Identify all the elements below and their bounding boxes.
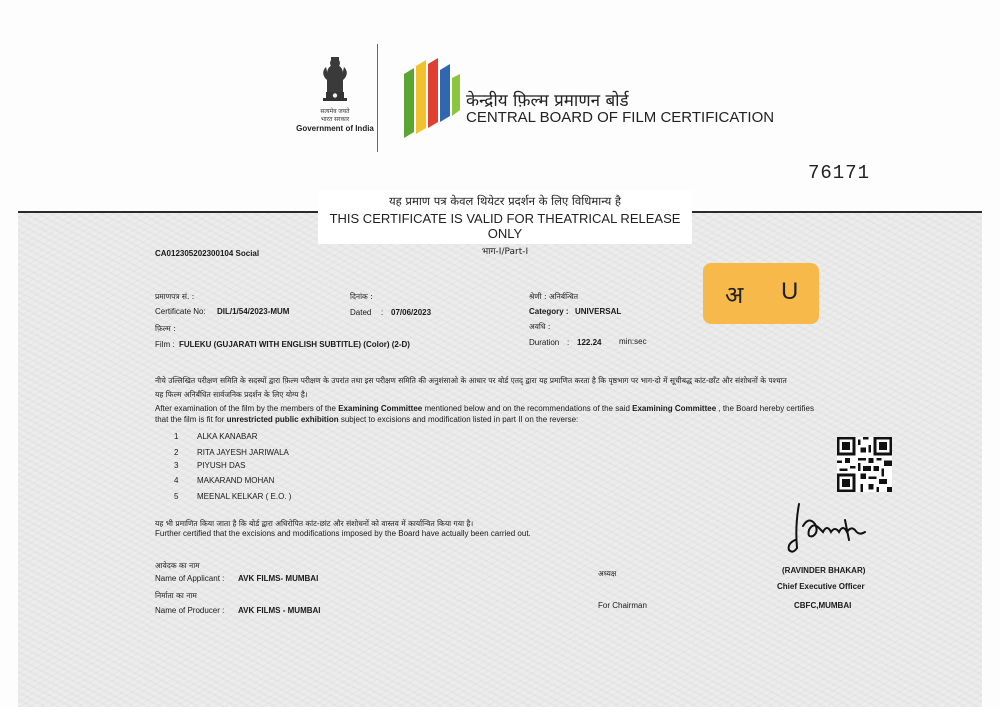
validity-box [318, 190, 692, 257]
committee-name: ALKA KANABAR [197, 432, 258, 441]
duration-separator: : [567, 338, 570, 347]
para-en-1b: Examining Committee [338, 404, 423, 413]
emblem-motto: सत्यमेव जयते [320, 109, 350, 115]
para-en-2 [155, 415, 578, 425]
committee-name: MAKARAND MOHAN [197, 476, 275, 485]
chairman-label: For Chairman [598, 601, 647, 610]
dated: 07/06/2023 [391, 308, 432, 317]
signatory-office: CBFC,MUMBAI [794, 601, 852, 610]
cert-no-label-hi: प्रमाणपत्र सं. : [155, 292, 195, 301]
duration-unit: min:sec [619, 337, 647, 346]
committee-name: RITA JAYESH JARIWALA [197, 448, 289, 457]
film-label: Film : [155, 340, 175, 349]
signatory-name: (RAVINDER BHAKAR) [782, 566, 866, 575]
committee-num: 1 [174, 432, 179, 441]
signatory-title: Chief Executive Officer [777, 582, 865, 591]
committee-num: 4 [174, 476, 179, 485]
duration-label-hi: अवधि : [529, 322, 551, 331]
para-hi-2: यह फिल्म अनिर्बंधित सार्वजनिक प्रदर्शन के लिए योग्य है। [155, 390, 308, 399]
duration-label: Duration [529, 338, 560, 347]
duration: 122.24 [577, 338, 602, 347]
cert-no: DIL/1/54/2023-MUM [217, 307, 290, 316]
header-divider [377, 44, 378, 152]
dated-label: Dated [350, 308, 372, 317]
producer-label-hi: निर्माता का नाम [155, 591, 197, 600]
para-en-1a: After examination of the film by the members of the [155, 404, 339, 413]
producer: AVK FILMS - MUMBAI [238, 606, 321, 615]
cbfc-logo-icon [400, 52, 464, 144]
applicant-label-hi: आवेदक का नाम [155, 561, 200, 570]
chairman-hi: अध्यक्ष [598, 569, 617, 578]
emblem [296, 52, 374, 152]
qr-code-icon [837, 437, 892, 492]
category: UNIVERSAL [575, 307, 622, 316]
applicant: AVK FILMS- MUMBAI [238, 574, 319, 583]
reference-number: CA012305202300104 Social [155, 249, 260, 258]
para-hi-1: नीचे उल्लिखित परीक्षण समिति के सदस्यों द्वारा फ़िल्म परीक्षण के उपरांत तथा इस परीक्षण समिति की अनुशंसाओ के आधार पर बोर्ड एतद् द्वारा यह प्रमाणित करता है कि पृष्ठभाग पर भाग-दो में सूचीबद्ध कांट-छाँट और संशोधनों के पश्चात [155, 376, 787, 385]
para-en-2c: subject to excisions and modification listed in part II on the reverse: [338, 415, 579, 424]
producer-label: Name of Producer : [155, 606, 225, 615]
validity-line-hi: यह प्रमाण पत्र केवल थियेटर प्रदर्शन के लिए विधिमान्य है [388, 194, 622, 208]
para-en-1d: Examining Committee [632, 404, 717, 413]
para-en-1c: mentioned below and on the recommendations of the said [422, 404, 633, 413]
category-label: Category : [529, 307, 569, 316]
dated-separator: : [381, 308, 384, 317]
org-name-hi: केन्द्रीय फ़िल्म प्रमाणन बोर्ड [466, 91, 629, 111]
film-label-hi: फ़िल्म : [155, 324, 176, 333]
signature-icon [785, 496, 873, 560]
cert-no-label: Certificate No: [155, 307, 206, 316]
rating-hi: अ [725, 281, 744, 309]
para-en-2a: that the film is fit for [155, 415, 227, 424]
ashoka-emblem-icon [315, 52, 355, 108]
committee-num: 2 [174, 448, 179, 457]
committee-name: MEENAL KELKAR ( E.O. ) [197, 492, 292, 501]
serial-number: 76171 [808, 162, 871, 184]
committee-num: 5 [174, 492, 179, 501]
film-title: FULEKU (GUJARATI WITH ENGLISH SUBTITLE) (Color) (2-D) [179, 340, 410, 349]
committee-name: PIYUSH DAS [197, 461, 246, 470]
emblem-line-hi: भारत सरकार [320, 117, 350, 123]
part-label: भाग-I/Part-I [481, 247, 529, 257]
further-hi: यह भी प्रमाणित किया जाता है कि बोर्ड द्वारा अधिरोपित कांट-छांट और संशोधनों को वास्तव में कार्यान्वित किया गया है। [155, 519, 474, 528]
category-label-hi: श्रेणी : अनिर्बन्धित [529, 292, 578, 301]
dated-label-hi: दिनांक : [350, 292, 373, 301]
para-en-1 [155, 404, 814, 414]
rating-en: U [781, 278, 799, 305]
committee-num: 3 [174, 461, 179, 470]
rating-box [703, 263, 819, 324]
validity-line-en: THIS CERTIFICATE IS VALID FOR THEATRICAL RELEASE ONLY [329, 211, 681, 241]
emblem-line-en: Government of India [296, 124, 374, 133]
applicant-label: Name of Applicant : [155, 574, 225, 583]
para-en-1e: , the Board hereby certifies [716, 404, 814, 413]
para-en-2b: unrestricted public exhibition [226, 415, 339, 424]
further-en: Further certified that the excisions and modifications imposed by the Board have actually been carried out. [155, 529, 531, 538]
org-name-en: CENTRAL BOARD OF FILM CERTIFICATION [466, 109, 775, 126]
